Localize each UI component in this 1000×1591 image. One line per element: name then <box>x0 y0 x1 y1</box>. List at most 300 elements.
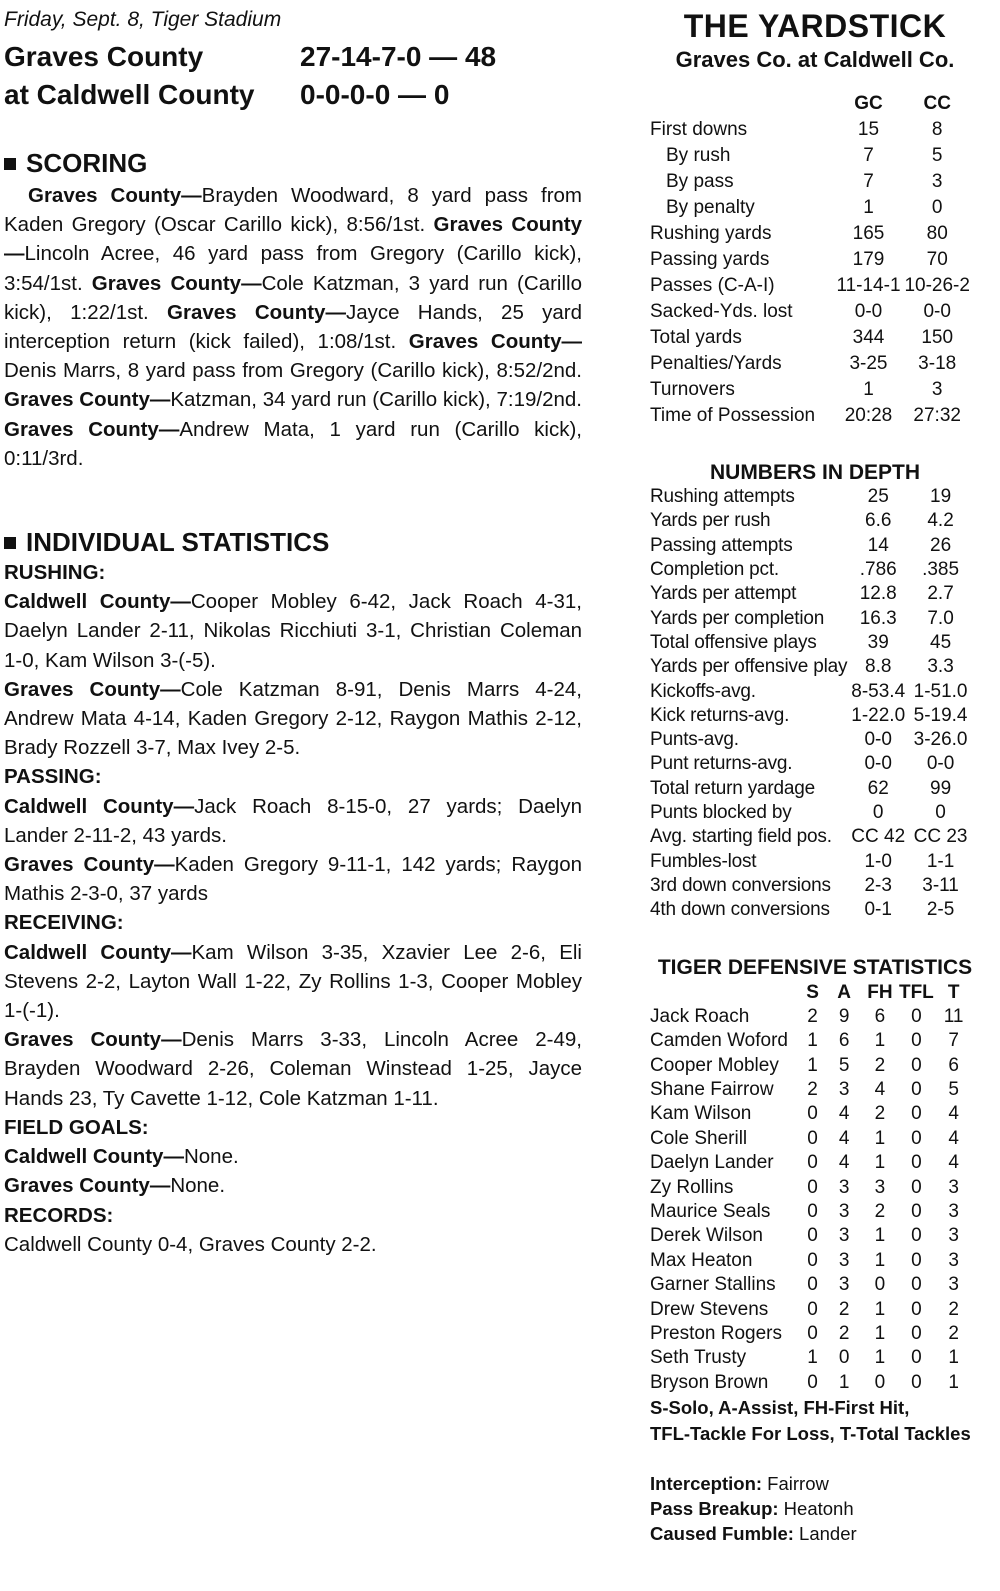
scoring-team: Graves County— <box>91 271 262 295</box>
defense-col-header: FH <box>867 981 893 1003</box>
depth-table <box>650 485 972 922</box>
defense-row <box>650 1029 972 1053</box>
depth-label: Punts blocked by <box>650 802 792 823</box>
stat-label: Passes (C-A-I) <box>650 275 775 296</box>
stat-gc: 165 <box>852 223 885 244</box>
player-stat: 6 <box>948 1054 959 1076</box>
depth-cc: 26 <box>930 534 952 556</box>
player-stat: 0 <box>807 1201 818 1223</box>
defense-col-header: A <box>837 981 851 1003</box>
stat-cc: 0 <box>931 197 943 218</box>
defense-title: TIGER DEFENSIVE STATISTICS <box>657 956 973 980</box>
player-stat: 0 <box>807 1103 818 1125</box>
note-value: Fairrow <box>762 1472 829 1494</box>
player-stat: 1 <box>948 1347 959 1369</box>
player-stat: 0 <box>807 1152 818 1174</box>
depth-label: Total return yardage <box>650 777 815 799</box>
stat-cc: 8 <box>931 119 943 140</box>
defense-row <box>650 1224 972 1248</box>
defense-note <box>650 1496 980 1521</box>
note-label: Pass Breakup: <box>650 1497 779 1519</box>
note-label: Caused Fumble: <box>650 1522 794 1544</box>
player-stat: 0 <box>911 1249 922 1271</box>
depth-gc: 14 <box>867 534 889 556</box>
defense-row <box>650 1371 972 1395</box>
player-stat: 0 <box>807 1176 818 1198</box>
depth-cc: 3-26.0 <box>913 729 968 751</box>
player-stat: 1 <box>807 1030 818 1052</box>
player-stat: 2 <box>838 1298 850 1320</box>
depth-gc: 62 <box>867 777 889 799</box>
defense-row <box>650 1151 972 1175</box>
depth-cc: 3-11 <box>922 874 959 896</box>
scoring-team: Graves County— <box>4 388 171 412</box>
player-stat: 0 <box>911 1005 922 1027</box>
defense-row <box>650 1200 972 1224</box>
field-goals-label: FIELD GOALS: <box>4 1115 149 1139</box>
stat-label: Time of Possession <box>650 405 816 426</box>
depth-gc: 12.8 <box>859 583 897 605</box>
depth-label: Fumbles-lost <box>650 850 757 872</box>
depth-gc: 0-0 <box>864 753 892 775</box>
defense-header-row <box>650 980 972 1004</box>
depth-label: Completion pct. <box>650 559 780 581</box>
depth-label: Punt returns-avg. <box>650 753 793 775</box>
depth-cc: CC 23 <box>913 826 968 848</box>
defense-row <box>650 1078 972 1102</box>
defense-note <box>650 1471 980 1496</box>
depth-label: 4th down conversions <box>650 899 830 921</box>
player-name: Preston Rogers <box>650 1323 783 1344</box>
depth-cc: 3.3 <box>927 656 954 678</box>
stat-label: By rush <box>666 145 731 166</box>
depth-row <box>650 631 972 655</box>
depth-gc: 8-53.4 <box>851 680 906 702</box>
scoring-play: Lincoln Acree, 46 yard pass from Gregory (Carillo kick), 3:54/1st. <box>4 242 582 295</box>
depth-gc: 0-0 <box>864 729 892 751</box>
player-stat: 0 <box>807 1371 818 1393</box>
stat-gc: 11-14-1 <box>836 275 901 296</box>
depth-cc: 45 <box>930 631 952 653</box>
player-name: Jack Roach <box>650 1005 750 1027</box>
player-stat: 2 <box>874 1103 886 1125</box>
note-value: Lander <box>793 1522 857 1544</box>
stat-cc: 10-26-2 <box>904 275 970 296</box>
player-name: Cooper Mobley <box>650 1054 779 1076</box>
player-stat: 0 <box>807 1298 818 1320</box>
player-stat: 2 <box>807 1079 818 1101</box>
yardstick-row <box>650 273 972 299</box>
yardstick-row <box>650 325 972 351</box>
player-stat: 0 <box>838 1347 850 1369</box>
player-stat: 1 <box>874 1347 886 1369</box>
game-story-column <box>4 8 582 1259</box>
player-name: Maurice Seals <box>650 1201 771 1223</box>
team-name: at Caldwell County <box>4 79 255 110</box>
player-stat: 6 <box>874 1005 886 1027</box>
yardstick-subtitle: Graves Co. at Caldwell Co. <box>675 47 955 72</box>
depth-label: Punts-avg. <box>650 729 739 751</box>
depth-row <box>650 825 972 849</box>
yardstick-row <box>650 169 972 195</box>
stat-gc: 20:28 <box>844 405 893 426</box>
player-stat: 1 <box>874 1225 886 1247</box>
depth-cc: .385 <box>922 559 960 581</box>
defense-name-header <box>650 980 799 1004</box>
scoring-team: Graves County— <box>4 213 582 266</box>
depth-gc: 0-1 <box>864 899 892 921</box>
player-stat: 0 <box>874 1274 886 1296</box>
depth-label: Yards per offensive play <box>650 656 848 678</box>
player-stat: 0 <box>911 1225 922 1247</box>
yardstick-row <box>650 299 972 325</box>
stat-label: By penalty <box>666 197 755 218</box>
player-stat: 7 <box>948 1030 959 1052</box>
col-gc: GC <box>854 93 883 114</box>
stat-cc: 80 <box>926 223 948 244</box>
player-name: Shane Fairrow <box>650 1079 774 1101</box>
player-stat: 0 <box>911 1054 922 1076</box>
scoring-title: SCORING <box>26 148 148 178</box>
player-stat: 3 <box>874 1176 886 1198</box>
player-stat: 3 <box>948 1274 959 1296</box>
depth-label: 3rd down conversions <box>650 874 831 896</box>
passing-label: PASSING: <box>4 765 102 789</box>
stat-gc: 179 <box>852 249 885 270</box>
player-stat: 0 <box>911 1201 922 1223</box>
defense-row <box>650 1249 972 1273</box>
player-stat: 0 <box>911 1127 922 1149</box>
player-stat: 0 <box>807 1323 818 1344</box>
defense-notes <box>650 1471 980 1546</box>
stat-cc: 70 <box>926 249 948 270</box>
scoring-team: Graves County— <box>408 330 582 354</box>
depth-cc: 5-19.4 <box>913 704 968 726</box>
player-stat: 2 <box>948 1323 959 1344</box>
player-stat: 3 <box>838 1176 850 1198</box>
passing-caldwell: Caldwell County—Jack Roach 8-15-0, 27 yards; Daelyn Lander 2-11-2, 43 yards. <box>4 794 582 847</box>
player-name: Max Heaton <box>650 1249 753 1271</box>
depth-cc: 0 <box>935 802 946 823</box>
records-label: RECORDS: <box>4 1203 114 1227</box>
depth-row <box>650 777 972 801</box>
depth-cc: 2-5 <box>926 899 955 921</box>
player-stat: 3 <box>838 1249 850 1271</box>
defense-row <box>650 1127 972 1151</box>
depth-cc: 99 <box>930 777 952 799</box>
depth-row <box>650 485 972 509</box>
team-score: 27-14-7-0 — 48 <box>300 41 497 72</box>
defense-row <box>650 1346 972 1370</box>
player-stat: 0 <box>807 1225 818 1247</box>
player-stat: 0 <box>874 1371 886 1393</box>
depth-row <box>650 509 972 533</box>
player-stat: 3 <box>838 1274 850 1296</box>
depth-row <box>650 655 972 679</box>
stat-gc: 1 <box>863 197 874 218</box>
player-stat: 0 <box>911 1274 922 1296</box>
stat-cc: 3 <box>931 171 943 192</box>
defense-row <box>650 1273 972 1297</box>
player-stat: 1 <box>948 1371 959 1393</box>
stat-gc: 344 <box>852 327 885 348</box>
scoring-play: Brayden Woodward, 8 yard pass from Kaden Gregory (Oscar Carillo kick), 8:56/1st. <box>4 184 582 237</box>
player-name: Cole Sherill <box>650 1127 748 1149</box>
player-stat: 0 <box>807 1249 818 1271</box>
player-stat: 1 <box>874 1152 886 1174</box>
receiving-graves: Graves County—Denis Marrs 3-33, Lincoln Acree 2-49, Brayden Woodward 2-26, Coleman Winstead 1-25, Jayce Hands 23, Ty Cavette 1-12, Cole Katzman 1-11. <box>4 1028 583 1110</box>
depth-cc: 2.7 <box>927 583 954 605</box>
yardstick-title: THE YARDSTICK <box>683 8 947 44</box>
player-stat: 0 <box>911 1323 922 1344</box>
player-stat: 0 <box>911 1079 922 1101</box>
defense-legend-2: TFL-Tackle For Loss, T-Total Tackles <box>650 1422 971 1444</box>
stat-label: Total yards <box>650 327 742 348</box>
depth-row <box>650 801 972 825</box>
yardstick-row <box>650 143 972 169</box>
defense-legend-1: S-Solo, A-Assist, FH-First Hit, <box>650 1396 910 1418</box>
depth-row <box>650 898 972 922</box>
depth-gc: 25 <box>867 486 889 508</box>
depth-label: Passing attempts <box>650 534 793 556</box>
player-name: Camden Woford <box>650 1030 788 1052</box>
player-stat: 0 <box>911 1371 922 1393</box>
stat-gc: 7 <box>863 145 874 166</box>
score-row-graves <box>4 38 582 76</box>
stat-cc: 3-18 <box>918 353 957 374</box>
player-name: Drew Stevens <box>650 1298 769 1320</box>
individual-stats-heading <box>4 527 582 558</box>
team-name: Graves County <box>4 41 204 72</box>
player-stat: 0 <box>911 1176 922 1198</box>
player-stat: 4 <box>874 1079 886 1101</box>
stat-cc: 0-0 <box>923 301 951 322</box>
yardstick-row <box>650 377 972 403</box>
player-stat: 2 <box>874 1201 886 1223</box>
stat-cc: 3 <box>931 379 943 400</box>
note-label: Interception: <box>650 1472 763 1494</box>
field-goals-graves: Graves County—None. <box>4 1174 226 1198</box>
depth-gc: CC 42 <box>851 826 906 848</box>
depth-label: Yards per rush <box>650 510 771 532</box>
player-stat: 1 <box>874 1249 886 1271</box>
player-stat: 0 <box>911 1103 922 1125</box>
player-stat: 5 <box>948 1079 959 1101</box>
player-stat: 9 <box>838 1005 850 1027</box>
defense-col-header: S <box>806 981 819 1003</box>
player-stat: 5 <box>838 1054 850 1076</box>
yardstick-row <box>650 351 972 377</box>
scoring-play: Cole Katzman, 3 yard run (Carillo kick), 1:22/1st. <box>4 271 582 324</box>
player-stat: 3 <box>948 1176 959 1198</box>
rushing-graves: Graves County—Cole Katzman 8-91, Denis Marrs 4-24, Andrew Mata 4-14, Kaden Gregory 2-12, Raygon Mathis 2-12, Brady Rozzell 3-7, Max Ivey 2-5. <box>4 677 582 760</box>
player-stat: 1 <box>874 1127 886 1149</box>
yardstick-table <box>650 91 972 429</box>
player-name: Kam Wilson <box>650 1103 752 1125</box>
defense-row <box>650 1297 972 1321</box>
yardstick-column <box>650 8 980 1546</box>
depth-gc: .786 <box>859 559 897 581</box>
depth-gc: 6.6 <box>865 510 892 532</box>
depth-label: Yards per completion <box>650 607 825 629</box>
player-stat: 0 <box>911 1347 922 1369</box>
depth-row <box>650 534 972 558</box>
team-score: 0-0-0-0 — 0 <box>300 79 450 110</box>
rushing-label: RUSHING: <box>4 561 106 585</box>
depth-label: Total offensive plays <box>650 631 817 653</box>
player-stat: 3 <box>948 1249 959 1271</box>
defense-col-header: T <box>947 981 960 1003</box>
depth-label: Kickoffs-avg. <box>650 680 756 702</box>
depth-gc: 8.8 <box>865 656 892 678</box>
player-stat: 3 <box>838 1225 850 1247</box>
depth-gc: 1-0 <box>864 850 892 872</box>
stat-gc: 15 <box>857 119 880 140</box>
player-stat: 3 <box>948 1201 959 1223</box>
player-stat: 4 <box>838 1103 850 1125</box>
player-stat: 11 <box>943 1005 964 1027</box>
scoring-team: Graves County— <box>167 300 346 324</box>
stat-gc: 3-25 <box>849 353 888 374</box>
depth-row <box>650 679 972 703</box>
depth-row <box>650 728 972 752</box>
player-stat: 4 <box>838 1152 850 1174</box>
stat-label: By pass <box>666 171 734 192</box>
scoring-team: Graves County— <box>28 184 202 207</box>
receiving-caldwell: Caldwell County—Kam Wilson 3-35, Xzavier Lee 2-6, Eli Stevens 2-2, Layton Wall 1-22, Zy Rollins 1-3, Cooper Mobley 1-(-1). <box>4 940 582 1023</box>
defense-col-header: TFL <box>898 981 934 1003</box>
col-cc: CC <box>923 93 951 114</box>
passing-graves: Graves County—Kaden Gregory 9-11-1, 142 yards; Raygon Mathis 2-3-0, 37 yards <box>4 853 582 906</box>
yardstick-header-row <box>650 91 972 117</box>
player-name: Garner Stallins <box>650 1274 776 1296</box>
depth-gc: 39 <box>867 631 889 653</box>
player-stat: 4 <box>838 1127 850 1149</box>
rushing-caldwell: Caldwell County—Cooper Mobley 6-42, Jack Roach 4-31, Daelyn Lander 2-11, Nikolas Ricchiuti 3-1, Christian Coleman 1-0, Kam Wilson 3-(-5). <box>4 590 582 672</box>
stat-label: Penalties/Yards <box>650 353 782 374</box>
note-value: Heatonh <box>778 1497 854 1519</box>
depth-gc: 2-3 <box>864 874 892 896</box>
individual-stats-title: INDIVIDUAL STATISTICS <box>26 527 330 558</box>
player-stat: 4 <box>948 1152 959 1174</box>
depth-row <box>650 558 972 582</box>
depth-row <box>650 582 972 606</box>
stat-label: Turnovers <box>650 379 735 400</box>
player-name: Seth Trusty <box>650 1347 747 1369</box>
yardstick-row <box>650 403 972 429</box>
player-stat: 1 <box>807 1347 818 1369</box>
dateline: Friday, Sept. 8, Tiger Stadium <box>4 8 282 31</box>
player-stat: 3 <box>948 1225 959 1247</box>
player-stat: 1 <box>807 1054 818 1076</box>
defense-note <box>650 1521 980 1546</box>
depth-cc: 4.2 <box>927 510 954 532</box>
defense-row <box>650 1322 972 1346</box>
defense-row <box>650 1054 972 1078</box>
depth-row <box>650 849 972 873</box>
scoring-play: Andrew Mata, 1 yard run (Carillo kick), 0:11/3rd. <box>4 417 582 470</box>
stat-label: Rushing yards <box>650 223 772 244</box>
player-stat: 4 <box>948 1103 959 1125</box>
yardstick-row <box>650 221 972 247</box>
scoring-play: Katzman, 34 yard run (Carillo kick), 7:19/2nd. <box>170 388 582 412</box>
player-stat: 1 <box>874 1323 886 1344</box>
depth-label: Kick returns-avg. <box>650 704 790 726</box>
player-stat: 6 <box>838 1030 850 1052</box>
defense-row <box>650 1102 972 1126</box>
scoring-heading <box>4 148 582 179</box>
scoring-summary <box>4 181 582 473</box>
stat-cc: 5 <box>931 145 943 166</box>
depth-title: NUMBERS IN DEPTH <box>709 461 920 484</box>
stat-label: First downs <box>650 119 748 140</box>
player-stat: 3 <box>838 1079 850 1101</box>
bullet-square-icon <box>4 158 16 170</box>
depth-row <box>650 606 972 630</box>
records-text: Caldwell County 0-4, Graves County 2-2. <box>4 1232 377 1256</box>
player-name: Bryson Brown <box>650 1371 769 1393</box>
depth-row <box>650 752 972 776</box>
depth-gc: 1-22.0 <box>851 704 906 726</box>
scoring-play: Denis Marrs, 8 yard pass from Gregory (Carillo kick), 8:52/2nd. <box>4 359 582 383</box>
depth-gc: 16.3 <box>859 607 897 629</box>
yardstick-row <box>650 117 972 143</box>
depth-cc: 1-1 <box>926 850 955 872</box>
player-stat: 4 <box>948 1127 959 1149</box>
player-stat: 0 <box>807 1127 818 1149</box>
depth-label: Avg. starting field pos. <box>650 826 832 848</box>
player-stat: 0 <box>911 1152 922 1174</box>
player-stat: 0 <box>911 1298 922 1320</box>
stat-cc: 27:32 <box>913 405 961 426</box>
yardstick-row <box>650 247 972 273</box>
player-stat: 2 <box>838 1323 850 1344</box>
player-name: Daelyn Lander <box>650 1152 774 1174</box>
stat-gc: 7 <box>863 171 874 192</box>
player-stat: 2 <box>948 1298 959 1320</box>
player-stat: 2 <box>874 1054 886 1076</box>
defense-table <box>650 980 972 1395</box>
player-stat: 2 <box>807 1005 818 1027</box>
player-stat: 1 <box>838 1371 850 1393</box>
defense-row <box>650 1175 972 1199</box>
player-stat: 3 <box>838 1201 850 1223</box>
depth-cc: 0-0 <box>926 753 955 775</box>
yardstick-row <box>650 195 972 221</box>
depth-row <box>650 704 972 728</box>
stat-label: Passing yards <box>650 249 770 270</box>
bullet-square-icon <box>4 537 16 549</box>
player-stat: 0 <box>807 1274 818 1296</box>
player-name: Derek Wilson <box>650 1225 763 1247</box>
player-stat: 1 <box>874 1030 886 1052</box>
depth-label: Rushing attempts <box>650 486 795 508</box>
depth-cc: 19 <box>930 486 952 508</box>
depth-gc: 0 <box>872 802 884 823</box>
depth-cc: 1-51.0 <box>913 680 968 702</box>
player-stat: 1 <box>874 1298 886 1320</box>
stat-label: Sacked-Yds. lost <box>650 301 793 322</box>
receiving-label: RECEIVING: <box>4 911 124 935</box>
depth-row <box>650 874 972 898</box>
stat-gc: 1 <box>863 379 874 400</box>
stat-cc: 150 <box>921 327 954 348</box>
player-stat: 0 <box>911 1030 922 1052</box>
stat-gc: 0-0 <box>854 301 883 322</box>
depth-cc: 7.0 <box>927 607 954 629</box>
field-goals-caldwell: Caldwell County—None. <box>4 1145 239 1169</box>
defense-row <box>650 1005 972 1029</box>
